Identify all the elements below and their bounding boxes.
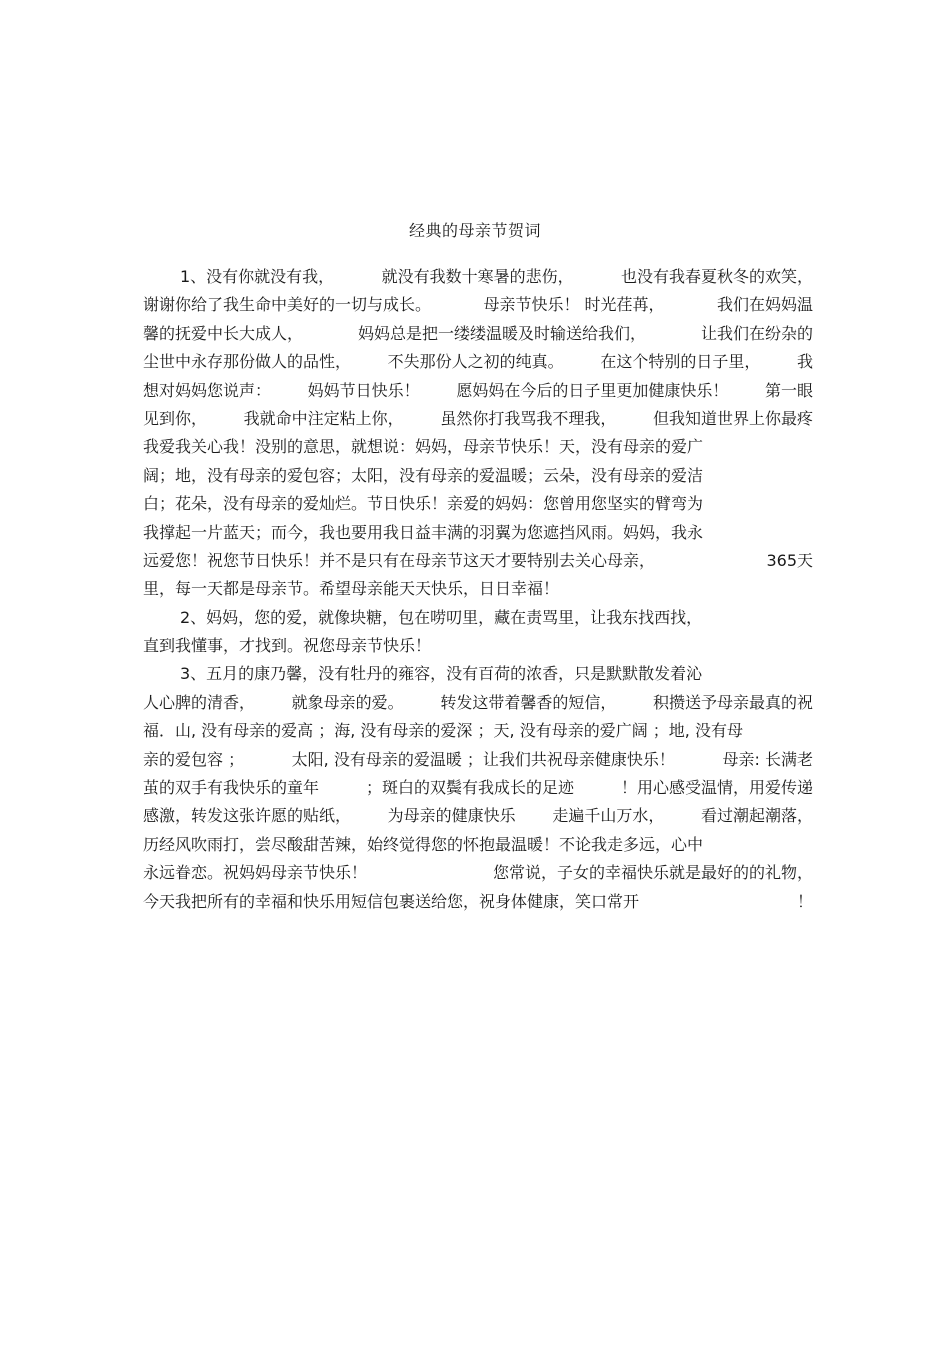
text-line [143,802,813,830]
text-line [143,604,813,632]
text-segment: 历经风吹雨打，尝尽酸甜苦辣，始终觉得您的怀抱最温暖！不论我走多远，心中 [143,834,704,854]
text-segment: 母亲: 长满老 [722,749,813,769]
text-segment: 妈妈节日快乐！ [307,380,420,400]
text-segment: 远爱您！祝您节日快乐！并不是只有在母亲节这天才要特别去关心母亲， [143,550,656,570]
text-segment: 走遍千山万水， [552,806,665,826]
text-segment: ！用心感受温情，用爱传递 [620,778,813,798]
text-segment: 我 [796,352,813,372]
text-segment: 妈妈总是把一缕缕温暖及时输送给我们， [357,323,646,343]
text-line [143,575,813,603]
text-segment: 见到你， [143,408,208,428]
text-segment: 感激，转发这张许愿的贴纸， [143,806,352,826]
text-segment: 茧的双手有我快乐的童年 [143,778,320,798]
text-segment: 里，每一天都是母亲节。希望母亲能天天快乐，日日幸福！ [143,579,560,599]
text-line [143,320,813,348]
text-segment: 就没有我数十寒暑的悲伤， [381,267,574,286]
text-segment: 就象母亲的爱。 [291,692,404,712]
text-segment: 直到我懂事，才找到。祝您母亲节快乐！ [143,636,432,656]
text-segment: 亲的爱包容 ； [143,749,245,769]
text-segment: 尘世中永存那份做人的品性， [143,352,352,372]
text-segment: 母亲节快乐！ 时光荏苒， [483,295,665,315]
text-segment: 我撑起一片蓝天；而今，我也要用我日益丰满的羽翼为您遮挡风雨。妈妈，我永 [143,522,704,542]
text-line [143,377,813,405]
text-segment: 但我知道世界上你最疼 [652,408,813,428]
text-segment: 第一眼 [764,380,813,400]
text-line [143,263,813,291]
text-line [143,774,813,802]
text-segment: 想对妈妈您说声： [143,380,272,400]
text-line [143,291,813,319]
text-line [143,490,813,518]
text-line [143,348,813,376]
text-line [143,746,813,774]
text-line [143,888,813,916]
text-segment: 2、妈妈，您的爱，就像块糖，包在唠叨里，藏在责骂里，让我东找西找， [180,607,703,627]
text-line [143,689,813,717]
text-line [143,632,813,660]
document-body [143,263,813,916]
text-segment: 福．山, 没有母亲的爱高 ；海, 没有母亲的爱深 ；天, 没有母亲的爱广阔 ；地, 没有母 [143,721,743,741]
text-line [143,717,813,745]
text-segment: 谢谢你给了我生命中美好的一切与成长。 [143,295,432,315]
text-segment: 今天我把所有的幸福和快乐用短信包裹送给您，祝身体健康，笑口常开 [143,891,640,911]
text-line [143,433,813,461]
text-segment: 我爱我关心我！没别的意思，就想说：妈妈，母亲节快乐！天，没有母亲的爱广 [143,437,704,457]
text-segment: 365天 [766,550,813,570]
text-segment: 让我们在纷杂的 [700,323,813,343]
text-segment: 虽然你打我骂我不理我， [440,408,617,428]
text-segment: ！ [796,891,813,911]
text-segment: 馨的抚爱中长大成人， [143,323,304,343]
text-segment: 转发这带着馨香的短信， [440,692,617,712]
text-segment: 为母亲的健康快乐 [387,806,516,826]
text-segment: ；斑白的双鬓有我成长的足迹 [365,778,574,798]
text-segment: 我们在妈妈温 [716,295,813,315]
text-segment: 也没有我春夏秋冬的欢笑， [620,267,813,286]
document-title: 经典的母亲节贺词 [408,221,541,240]
text-line [143,462,813,490]
text-segment: 白；花朵，没有母亲的爱灿烂。节日快乐！亲爱的妈妈：您曾用您坚实的臂弯为 [143,494,704,514]
text-line [143,660,813,688]
text-segment: 1、没有你就没有我， [180,267,335,286]
text-segment: 看过潮起潮落， [700,806,813,826]
text-line [143,405,813,433]
text-segment: 太阳, 没有母亲的爱温暖 ；让我们共祝母亲健康快乐！ [291,749,675,769]
text-segment: 愿妈妈在今后的日子里更加健康快乐！ [456,380,729,400]
text-segment: 您常说，子女的幸福快乐就是最好的的礼物， [492,863,813,883]
text-segment: 永远眷恋。祝妈妈母亲节快乐！ [143,863,368,883]
text-segment: 不失那份人之初的纯真。 [387,352,564,372]
text-segment: 人心脾的清香， [143,692,256,712]
text-segment: 阔；地，没有母亲的爱包容；太阳，没有母亲的爱温暖；云朵，没有母亲的爱洁 [143,465,704,485]
text-line [143,831,813,859]
text-segment: 3、五月的康乃馨，没有牡丹的雍容，没有百荷的浓香，只是默默散发着沁 [180,664,703,684]
text-segment: 在这个特别的日子里， [600,352,761,372]
text-segment: 我就命中注定粘上你， [243,408,404,428]
text-line [143,547,813,575]
text-line [143,519,813,547]
text-segment: 积攒送予母亲最真的祝 [652,692,813,712]
text-line [143,859,813,887]
